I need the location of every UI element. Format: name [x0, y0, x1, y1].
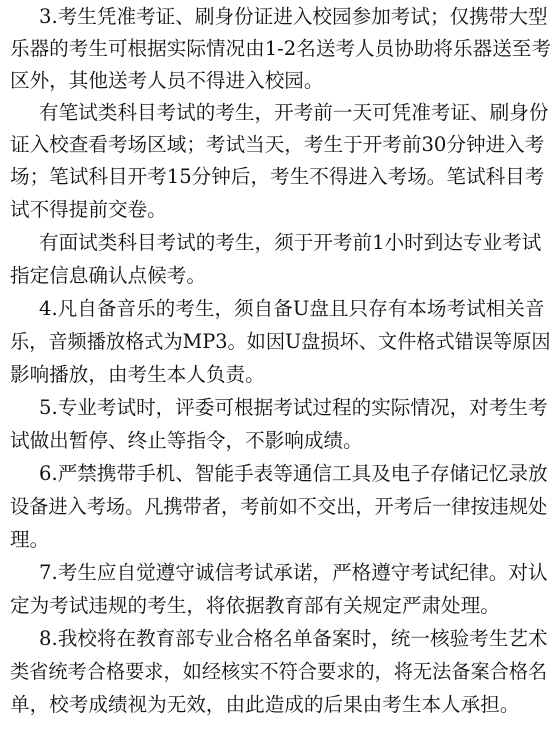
paragraph-written-line-3: 场；笔试科目开考15分钟后，考生不得进入考场。笔试科目考	[10, 165, 545, 188]
paragraph-8-line-2: 类省统考合格要求，如经核实不符合要求的，将无法备案合格名	[10, 660, 548, 683]
paragraph-written-line-4: 试不得提前交卷。	[10, 198, 167, 221]
paragraph-6-line-1: 6.严禁携带手机、智能手表等通信工具及电子存储记忆录放	[39, 462, 548, 485]
paragraph-5-line-1: 5.专业考试时，评委可根据考试过程的实际情况，对考生考	[39, 396, 548, 419]
paragraph-interview-line-2: 指定信息确认点候考。	[10, 264, 206, 287]
paragraph-written-line-2: 证入校查看考场区域；考试当天，考生于开考前30分钟进入考	[10, 133, 545, 156]
paragraph-3-line-1: 3.考生凭准考证、刷身份证进入校园参加考试；仅携带大型	[39, 5, 548, 28]
paragraph-interview-line-1: 有面试类科目考试的考生，须于开考前1小时到达专业考试	[39, 231, 542, 254]
paragraph-4-line-3: 影响播放，由考生本人负责。	[10, 363, 265, 386]
paragraph-5-line-2: 试做出暂停、终止等指令，不影响成绩。	[10, 429, 363, 452]
paragraph-6-line-3: 理。	[10, 528, 50, 551]
paragraph-4-line-2: 乐，音频播放格式为MP3。如因U盘损坏、文件格式错误等原因	[10, 330, 551, 353]
paragraph-written-line-1: 有笔试类科目考试的考生，开考前一天可凭准考证、刷身份	[39, 101, 549, 124]
paragraph-6-line-2: 设备进入考场。凡携带者，考前如不交出，开考后一律按违规处	[10, 495, 548, 518]
paragraph-3-line-3: 区外，其他送考人员不得进入校园。	[10, 69, 324, 92]
paragraph-8-line-1: 8.我校将在教育部专业合格名单备案时，统一核验考生艺术	[39, 627, 548, 650]
paragraph-7-line-1: 7.考生应自觉遵守诚信考试承诺，严格遵守考试纪律。对认	[39, 561, 548, 584]
paragraph-4-line-1: 4.凡自备音乐的考生，须自备U盘且只存有本场考试相关音	[39, 297, 545, 320]
paragraph-8-line-3: 单，校考成绩视为无效，由此造成的后果由考生本人承担。	[10, 693, 520, 716]
paragraph-7-line-2: 定为考试违规的考生，将依据教育部有关规定严肃处理。	[10, 594, 500, 617]
paragraph-3-line-2: 乐器的考生可根据实际情况由1-2名送考人员协助将乐器送至考	[10, 37, 551, 60]
